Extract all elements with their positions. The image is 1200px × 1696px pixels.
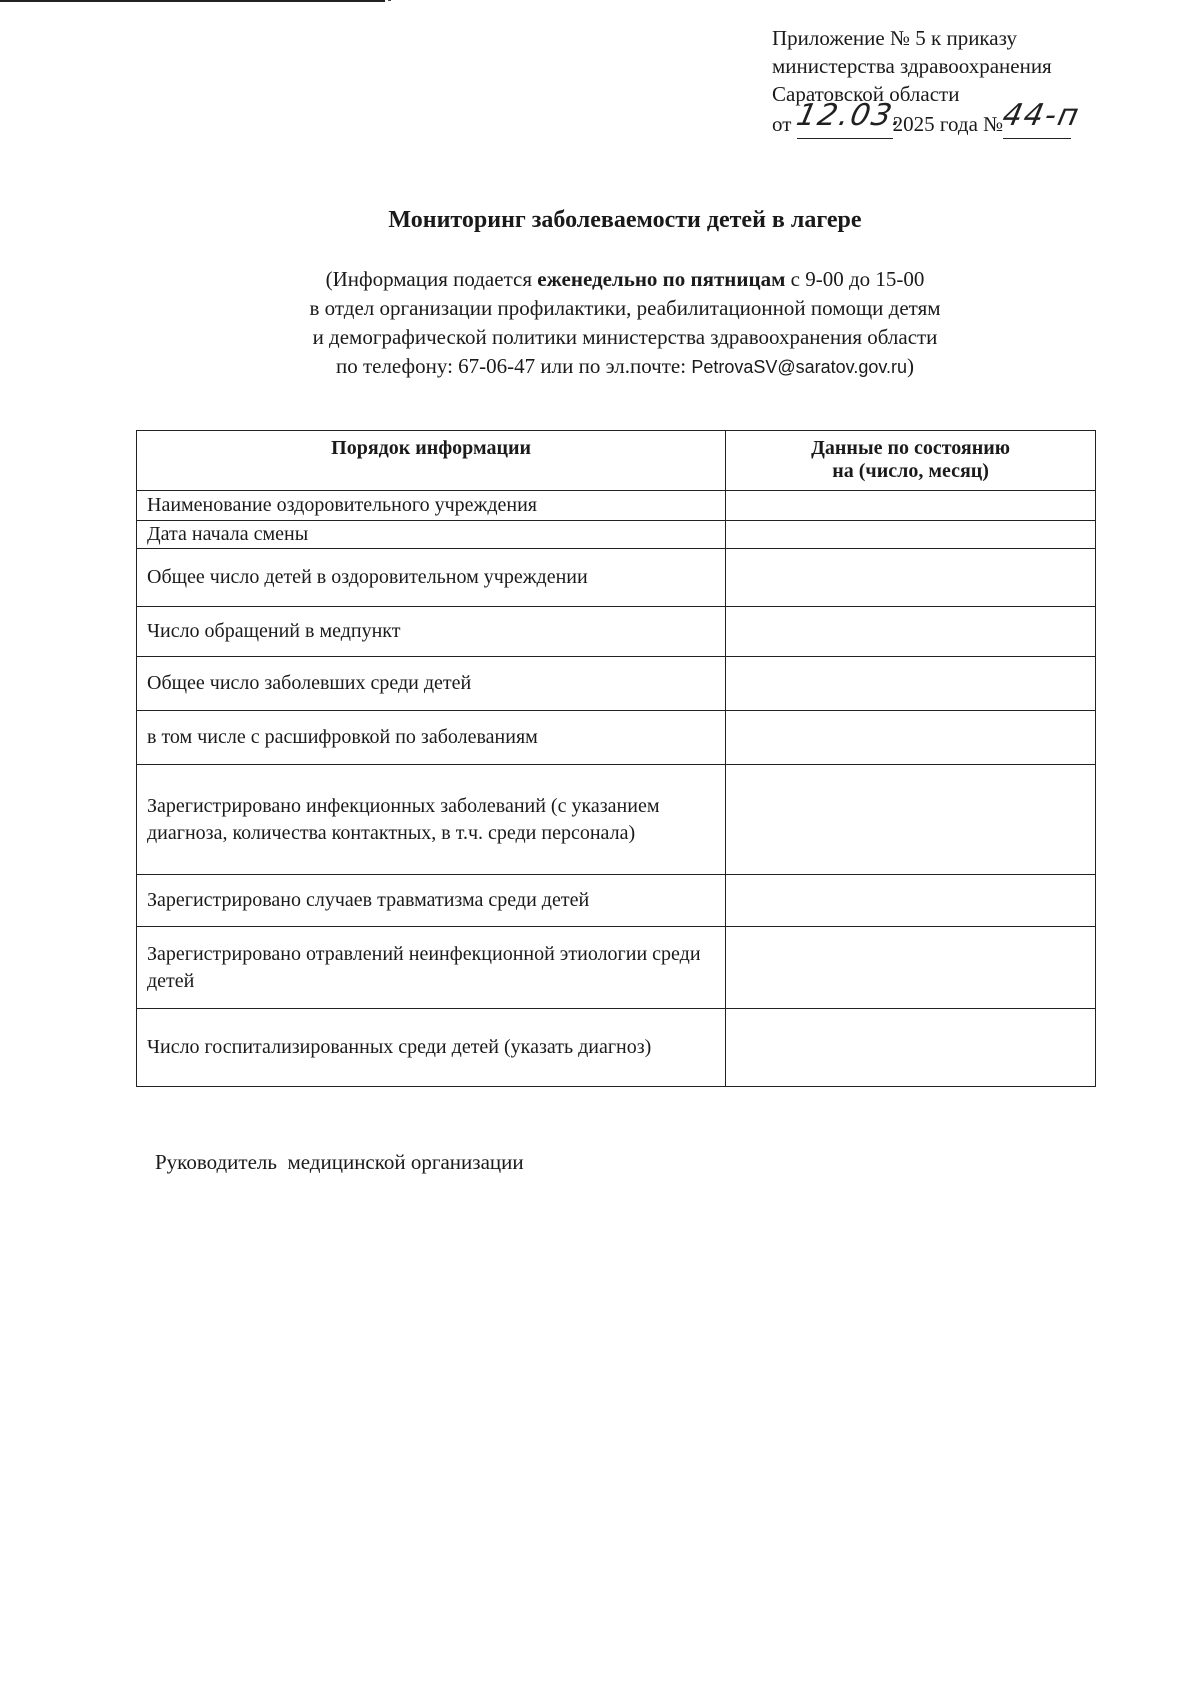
table-row xyxy=(137,711,1096,765)
document-title: Мониторинг заболеваемости детей в лагере xyxy=(388,207,862,233)
table-header-row xyxy=(137,431,1096,491)
row-value-cell[interactable] xyxy=(726,711,1096,765)
row-value-cell[interactable] xyxy=(726,521,1096,549)
info-line-1-text: (Информация подается xyxy=(325,267,538,291)
row-label xyxy=(137,657,726,711)
row-label-text: Дата начала смены xyxy=(147,523,309,545)
info-line-1-end: с 9-00 до 15-00 xyxy=(785,267,925,291)
row-label-text: Зарегистрировано отравлений неинфекционной этиологии среди детей xyxy=(147,942,701,992)
handwritten-date: 12.03. xyxy=(793,98,908,133)
info-line-4-close: ) xyxy=(907,354,915,378)
monitoring-table xyxy=(136,430,1096,1087)
row-value-cell[interactable] xyxy=(726,607,1096,657)
top-rule xyxy=(0,0,385,2)
table-row xyxy=(137,607,1096,657)
submission-info xyxy=(0,265,1200,382)
table-row xyxy=(137,549,1096,607)
table-row xyxy=(137,1009,1096,1087)
table-row xyxy=(137,657,1096,711)
row-label-text: Общее число детей в оздоровительном учреждении xyxy=(147,566,588,588)
header-info-order: Порядок информации xyxy=(137,431,726,491)
info-line-2: в отдел организации профилактики, реабилитационной помощи детям xyxy=(309,296,941,320)
header-data-line-1: Данные по состоянию xyxy=(811,437,1011,459)
row-value-cell[interactable] xyxy=(726,657,1096,711)
info-line-4 xyxy=(0,352,1200,382)
row-label-text: Число госпитализированных среди детей (указать диагноз) xyxy=(147,1036,652,1058)
order-date-field xyxy=(793,98,908,139)
row-value-cell[interactable] xyxy=(726,765,1096,875)
table-row xyxy=(137,875,1096,927)
row-label xyxy=(137,549,726,607)
row-value-cell[interactable] xyxy=(726,491,1096,521)
table-row xyxy=(137,491,1096,521)
row-value-cell[interactable] xyxy=(726,927,1096,1009)
header-data-line-2: на (число, месяц) xyxy=(832,460,989,482)
phone-text: по телефону: 67-06-47 или по эл.почте: xyxy=(335,354,692,378)
table-row xyxy=(137,521,1096,549)
info-line-3: и демографической политики министерства здравоохранения области xyxy=(312,325,938,349)
email-address: PetrovaSV@saratov.gov.ru xyxy=(691,357,908,377)
order-number-field xyxy=(999,98,1084,139)
date-prefix: от xyxy=(772,112,792,136)
row-label-text: Зарегистрировано инфекционных заболеваний (с указанием диагноза, количества контактных, в т.ч. среди персонала) xyxy=(147,794,660,844)
order-reference-block xyxy=(772,24,1152,139)
row-value-cell[interactable] xyxy=(726,875,1096,927)
row-label xyxy=(137,927,726,1009)
header-data-as-of xyxy=(726,431,1096,491)
row-label-text: Наименование оздоровительного учреждения xyxy=(147,494,537,516)
row-label-text: в том числе с расшифровкой по заболеваниям xyxy=(147,726,538,748)
row-label xyxy=(137,1009,726,1087)
signature-label: Руководитель медицинской организации xyxy=(155,1150,524,1174)
ministry-line: министерства здравоохранения xyxy=(772,54,1052,78)
row-label-text: Зарегистрировано случаев травматизма среди детей xyxy=(147,889,590,911)
order-year-text: 2025 года № xyxy=(892,112,1004,136)
info-line-1-bold: еженедельно по пятницам xyxy=(537,267,786,291)
row-label-text: Число обращений в медпункт xyxy=(147,620,401,642)
row-label xyxy=(137,607,726,657)
top-rule-tick xyxy=(388,0,391,1)
table-row xyxy=(137,927,1096,1009)
row-label xyxy=(137,491,726,521)
info-line-1 xyxy=(0,265,1200,294)
row-value-cell[interactable] xyxy=(726,549,1096,607)
row-label xyxy=(137,875,726,927)
handwritten-order-number: 44-п xyxy=(999,98,1084,133)
row-label xyxy=(137,521,726,549)
region-line: Саратовской области xyxy=(772,82,960,106)
table-row xyxy=(137,765,1096,875)
row-value-cell[interactable] xyxy=(726,1009,1096,1087)
row-label xyxy=(137,711,726,765)
row-label xyxy=(137,765,726,875)
row-label-text: Общее число заболевших среди детей xyxy=(147,672,472,694)
order-date-line xyxy=(772,98,1152,139)
appendix-line: Приложение № 5 к приказу xyxy=(772,26,1017,50)
